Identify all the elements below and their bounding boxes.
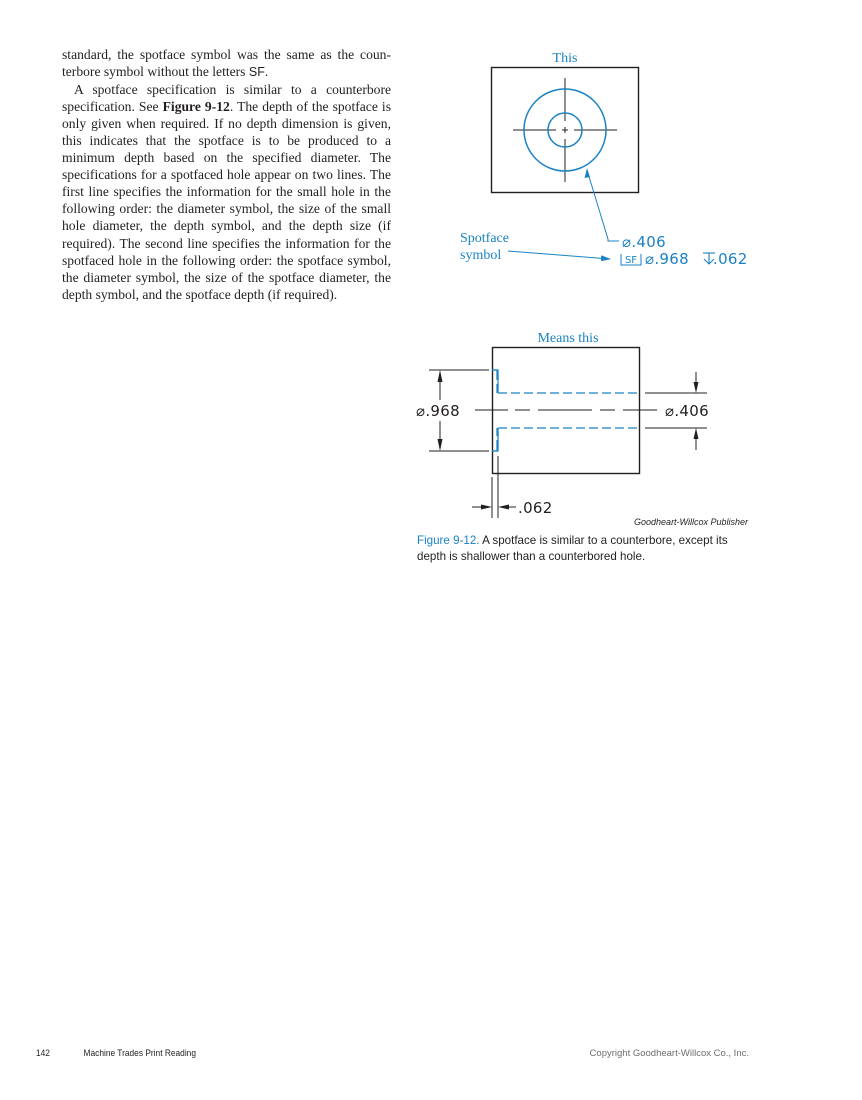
paragraph-2-start: A spotface specification is similar to a counterbore specification. See — [62, 82, 391, 115]
section-view — [416, 331, 709, 518]
figure-reference: Figure 9-12 — [162, 99, 230, 115]
top-view — [460, 51, 748, 268]
paragraph-2-rest: . The depth of the spotface is only given when required. If no depth dimension is given, this indicates that the spotface is to be produced to a minimum depth based on the specified diameter. The specifications for a spotfaced hole appear on two lines. The first line specifies the information for the small hole in the following order: the diameter symbol, the size of the small hole diameter, the depth symbol, and the depth size (if required). The second line specifies the information for the spotfaced hole in the following order: the spotface symbol, the diameter symbol, the size of the spotface diameter, the depth symbol, and the spotface depth (if required). — [62, 99, 392, 302]
spotface-diameter-label: ⌀.968 — [416, 402, 460, 420]
spotface-symbol-box — [621, 254, 641, 266]
page-number: 142 — [36, 1048, 50, 1059]
callout-spotface-diameter: ⌀.968 — [645, 250, 689, 268]
paragraph-1-text: standard, the spotface symbol was the same as the counterbore symbol without the letters — [62, 47, 391, 80]
copyright-notice: Copyright Goodheart-Willcox Co., Inc. — [589, 1048, 749, 1059]
annotation-symbol: symbol — [460, 248, 502, 263]
spotface-depth-dimension — [472, 456, 516, 518]
footer-left — [36, 1048, 196, 1059]
top-view-label: This — [552, 51, 578, 66]
callout-spotface-depth: .062 — [713, 250, 748, 268]
section-view-label: Means this — [537, 331, 599, 346]
annotation-arrow — [508, 251, 610, 259]
figure-credit: Goodheart-Willcox Publisher — [634, 517, 748, 527]
paragraph-1-end: . — [264, 64, 269, 80]
leader-arrowhead — [585, 168, 591, 178]
callout-leader — [587, 170, 608, 239]
sf-term: SF — [248, 65, 265, 80]
caption-text: A spotface is similar to a counterbore, except its depth is shallower than a counterbored hole. — [417, 534, 728, 563]
callout-hole-diameter: ⌀.406 — [622, 233, 666, 251]
centerlines-top — [513, 78, 617, 182]
hole-diameter-label: ⌀.406 — [665, 402, 709, 420]
caption-figure-number: Figure 9-12. — [417, 534, 480, 547]
book-title: Machine Trades Print Reading — [83, 1048, 196, 1059]
sf-symbol-text: SF — [624, 255, 638, 266]
figure-caption — [417, 533, 749, 565]
annotation-spotface: Spotface — [460, 231, 509, 246]
spotface-depth-label: .062 — [518, 499, 553, 517]
